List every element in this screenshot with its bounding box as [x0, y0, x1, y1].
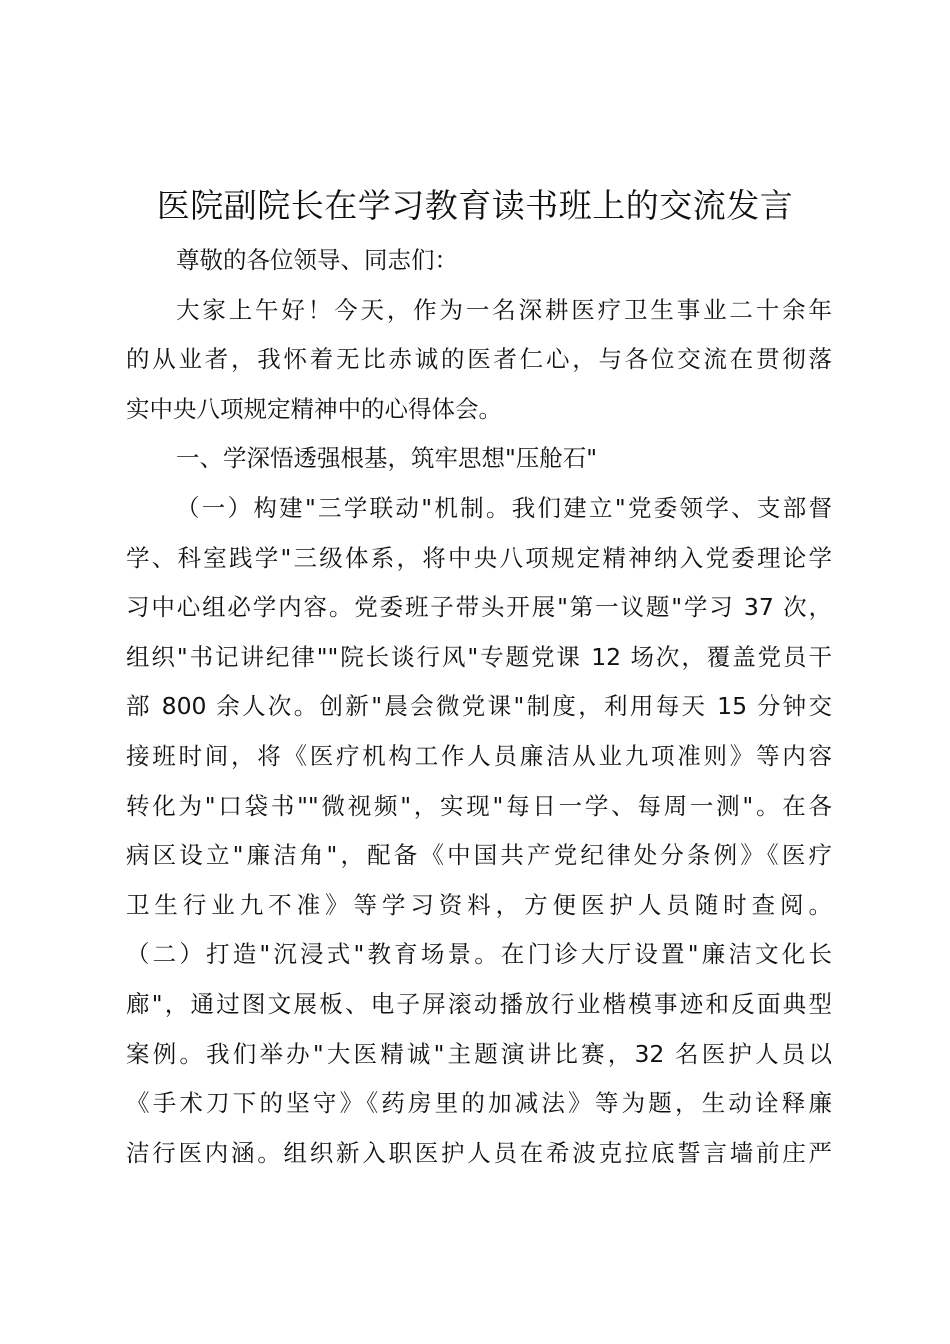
- section-heading: 一、学深悟透强根基，筑牢思想"压舱石": [176, 444, 598, 473]
- paragraph-line: 《手术刀下的坚守》《药房里的加减法》等为题，生动诠释廉: [126, 1089, 832, 1118]
- document-body: [126, 236, 832, 1178]
- paragraph-line: 转化为"口袋书""微视频"，实现"每日一学、每周一测"。在各: [126, 791, 832, 820]
- paragraph-line: （一）构建"三学联动"机制。我们建立"党委领学、支部督: [176, 493, 832, 522]
- paragraph-line: 病区设立"廉洁角"，配备《中国共产党纪律处分条例》《医疗: [126, 841, 832, 870]
- paragraph-line: 的从业者，我怀着无比赤诚的医者仁心，与各位交流在贯彻落: [126, 345, 832, 374]
- document-title: 医院副院长在学习教育读书班上的交流发言: [156, 186, 794, 225]
- paragraph-line: 学、科室践学"三级体系，将中央八项规定精神纳入党委理论学: [126, 543, 832, 572]
- paragraph-line: 案例。我们举办"大医精诚"主题演讲比赛，32 名医护人员以: [126, 1039, 832, 1068]
- paragraph-line: 卫生行业九不准》等学习资料，方便医护人员随时查阅。: [126, 890, 832, 919]
- paragraph-line: 组织"书记讲纪律""院长谈行风"专题党课 12 场次，覆盖党员干: [126, 642, 832, 671]
- paragraph-line: 实中央八项规定精神中的心得体会。: [126, 394, 502, 423]
- paragraph-line: 洁行医内涵。组织新入职医护人员在希波克拉底誓言墙前庄严: [126, 1138, 832, 1167]
- paragraph-line: 部 800 余人次。创新"晨会微党课"制度，利用每天 15 分钟交: [126, 692, 832, 721]
- paragraph-line: 大家上午好！今天，作为一名深耕医疗卫生事业二十余年: [176, 295, 832, 324]
- paragraph-line: 廊"，通过图文展板、电子屏滚动播放行业楷模事迹和反面典型: [126, 989, 832, 1018]
- salutation: 尊敬的各位领导、同志们：: [176, 246, 458, 274]
- paragraph-line: 习中心组必学内容。党委班子带头开展"第一议题"学习 37 次，: [126, 593, 832, 622]
- paragraph-line: 接班时间，将《医疗机构工作人员廉洁从业九项准则》等内容: [126, 741, 832, 770]
- paragraph-line: （二）打造"沉浸式"教育场景。在门诊大厅设置"廉洁文化长: [126, 940, 832, 969]
